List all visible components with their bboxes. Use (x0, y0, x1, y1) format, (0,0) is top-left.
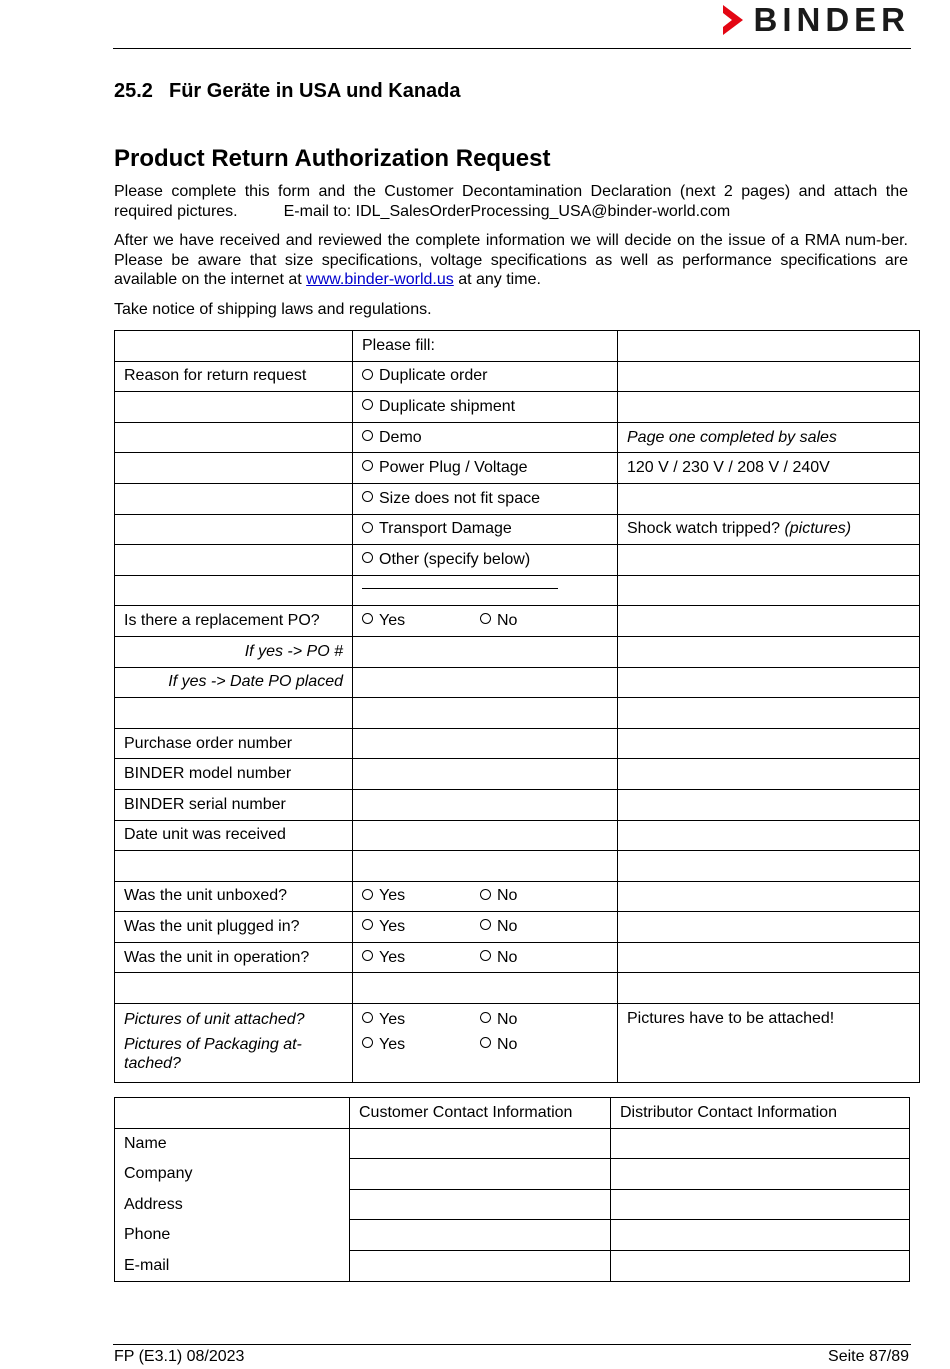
table-row (115, 820, 920, 851)
distributor-contact-header: Distributor Contact Information (611, 1098, 910, 1129)
radio-icon[interactable] (362, 552, 373, 563)
radio-icon[interactable] (362, 889, 373, 900)
customer-contact-header: Customer Contact Information (350, 1098, 611, 1129)
intro-1-email: E-mail to: IDL_SalesOrderProcessing_USA@binder-world.com (283, 202, 731, 220)
reason-label: Reason for return request (115, 361, 353, 392)
table-row (115, 851, 920, 882)
date-received-label: Date unit was received (115, 820, 353, 851)
radio-icon[interactable] (362, 399, 373, 410)
radio-icon[interactable] (362, 1012, 373, 1023)
table-row (115, 361, 920, 392)
table-row (115, 1004, 920, 1083)
radio-icon[interactable] (362, 491, 373, 502)
reason-transport-damage[interactable]: Transport Damage (353, 514, 618, 545)
intro-2-text: After we have received and reviewed the complete information we will decide on the issue of a RMA num-ber. Please be aware that size specifications, voltage specifications as well as performance specifications are available on the internet at (114, 232, 908, 288)
return-request-form (114, 330, 920, 1083)
please-fill-header: Please fill: (353, 331, 618, 362)
contact-label-name: Name (115, 1128, 350, 1159)
table-row (115, 698, 920, 729)
table-row (115, 331, 920, 362)
section-heading (114, 80, 461, 103)
table-row (115, 514, 920, 545)
serial-number-field[interactable] (353, 789, 618, 820)
table-row (115, 575, 920, 606)
table-row (115, 942, 920, 973)
radio-icon[interactable] (480, 950, 491, 961)
intro-text (114, 182, 908, 329)
pictures-unit-label: Pictures of unit attached? (124, 1011, 305, 1029)
operation-options: Yes No (353, 942, 618, 973)
intro-2-end: at any time. (458, 271, 541, 288)
radio-icon[interactable] (362, 460, 373, 471)
pictures-options: Yes No Yes No (353, 1004, 618, 1083)
customer-address-field[interactable] (350, 1189, 611, 1220)
intro-paragraph-3: Take notice of shipping laws and regulations. (114, 300, 432, 318)
binder-logo (721, 2, 910, 38)
plugged-label: Was the unit plugged in? (115, 912, 353, 943)
section-title: Für Geräte in USA und Kanada (169, 80, 461, 102)
unboxed-label: Was the unit unboxed? (115, 881, 353, 912)
contact-label-phone: Phone (115, 1220, 350, 1251)
radio-icon[interactable] (362, 950, 373, 961)
pictures-labels (115, 1004, 353, 1083)
radio-icon[interactable] (480, 1012, 491, 1023)
reason-duplicate-shipment[interactable]: Duplicate shipment (353, 392, 618, 423)
pictures-packaging-label: Pictures of Packaging at-tached? (124, 1036, 302, 1073)
table-row (115, 759, 920, 790)
table-row (115, 1128, 910, 1159)
reason-demo[interactable]: Demo (353, 422, 618, 453)
radio-icon[interactable] (480, 919, 491, 930)
plugged-options: Yes No (353, 912, 618, 943)
po-date-label: If yes -> Date PO placed (115, 667, 353, 698)
header-divider (113, 48, 911, 49)
contact-label-email: E-mail (115, 1250, 350, 1281)
pictures-note: Pictures have to be attached! (618, 1004, 920, 1083)
purchase-order-label: Purchase order number (115, 728, 353, 759)
reason-size[interactable]: Size does not fit space (353, 483, 618, 514)
binder-website-link[interactable]: www.binder-world.us (306, 271, 454, 288)
customer-email-field[interactable] (350, 1250, 611, 1281)
table-row (115, 912, 920, 943)
table-row (115, 606, 920, 637)
radio-icon[interactable] (362, 1037, 373, 1048)
radio-icon[interactable] (362, 919, 373, 930)
document-title: Product Return Authorization Request (114, 145, 551, 172)
table-row (115, 789, 920, 820)
distributor-phone-field[interactable] (611, 1220, 910, 1251)
intro-paragraph-2 (114, 231, 908, 290)
radio-icon[interactable] (362, 369, 373, 380)
radio-icon[interactable] (362, 613, 373, 624)
serial-number-label: BINDER serial number (115, 789, 353, 820)
table-row (115, 392, 920, 423)
table-row (115, 1189, 910, 1220)
table-row (115, 636, 920, 667)
transport-note: Shock watch tripped? (pictures) (618, 514, 920, 545)
table-row (115, 667, 920, 698)
blank-line[interactable] (362, 580, 558, 589)
radio-icon[interactable] (362, 522, 373, 533)
table-row (115, 453, 920, 484)
other-specify-field[interactable] (353, 575, 618, 606)
distributor-address-field[interactable] (611, 1189, 910, 1220)
po-number-label: If yes -> PO # (115, 636, 353, 667)
table-row (115, 728, 920, 759)
po-number-field[interactable] (353, 636, 618, 667)
distributor-company-field[interactable] (611, 1159, 910, 1190)
distributor-email-field[interactable] (611, 1250, 910, 1281)
model-number-label: BINDER model number (115, 759, 353, 790)
footer-document-id: FP (E3.1) 08/2023 (114, 1348, 245, 1365)
table-row (115, 1098, 910, 1129)
radio-icon[interactable] (480, 889, 491, 900)
model-number-field[interactable] (353, 759, 618, 790)
table-row (115, 973, 920, 1004)
customer-name-field[interactable] (350, 1128, 611, 1159)
operation-label: Was the unit in operation? (115, 942, 353, 973)
reason-duplicate-order[interactable]: Duplicate order (353, 361, 618, 392)
table-row (115, 1220, 910, 1251)
demo-note: Page one completed by sales (618, 422, 920, 453)
replacement-po-options: Yes No (353, 606, 618, 637)
footer-divider (113, 1344, 911, 1345)
voltage-note: 120 V / 230 V / 208 V / 240V (618, 453, 920, 484)
radio-icon[interactable] (480, 613, 491, 624)
replacement-po-label: Is there a replacement PO? (115, 606, 353, 637)
radio-icon[interactable] (362, 430, 373, 441)
table-row (115, 422, 920, 453)
contact-information-table (114, 1097, 910, 1282)
logo-text: BINDER (753, 1, 910, 38)
po-date-field[interactable] (353, 667, 618, 698)
table-row (115, 545, 920, 576)
binder-logo-icon (721, 3, 747, 37)
reason-other[interactable]: Other (specify below) (353, 545, 618, 576)
table-row (115, 1159, 910, 1190)
intro-1-text: Please complete this form and the Customer Decontamination Declaration (next 2 pages) and attach the required pictures. (114, 183, 908, 220)
contact-label-address: Address (115, 1189, 350, 1220)
reason-power-plug[interactable]: Power Plug / Voltage (353, 453, 618, 484)
radio-icon[interactable] (480, 1037, 491, 1048)
distributor-name-field[interactable] (611, 1128, 910, 1159)
contact-label-company: Company (115, 1159, 350, 1190)
customer-phone-field[interactable] (350, 1220, 611, 1251)
section-number: 25.2 (114, 80, 153, 102)
unboxed-options: Yes No (353, 881, 618, 912)
footer-page-number: Seite 87/89 (828, 1348, 909, 1365)
purchase-order-field[interactable] (353, 728, 618, 759)
intro-paragraph-1 (114, 182, 908, 221)
date-received-field[interactable] (353, 820, 618, 851)
table-row (115, 881, 920, 912)
table-row (115, 1250, 910, 1281)
customer-company-field[interactable] (350, 1159, 611, 1190)
table-row (115, 483, 920, 514)
